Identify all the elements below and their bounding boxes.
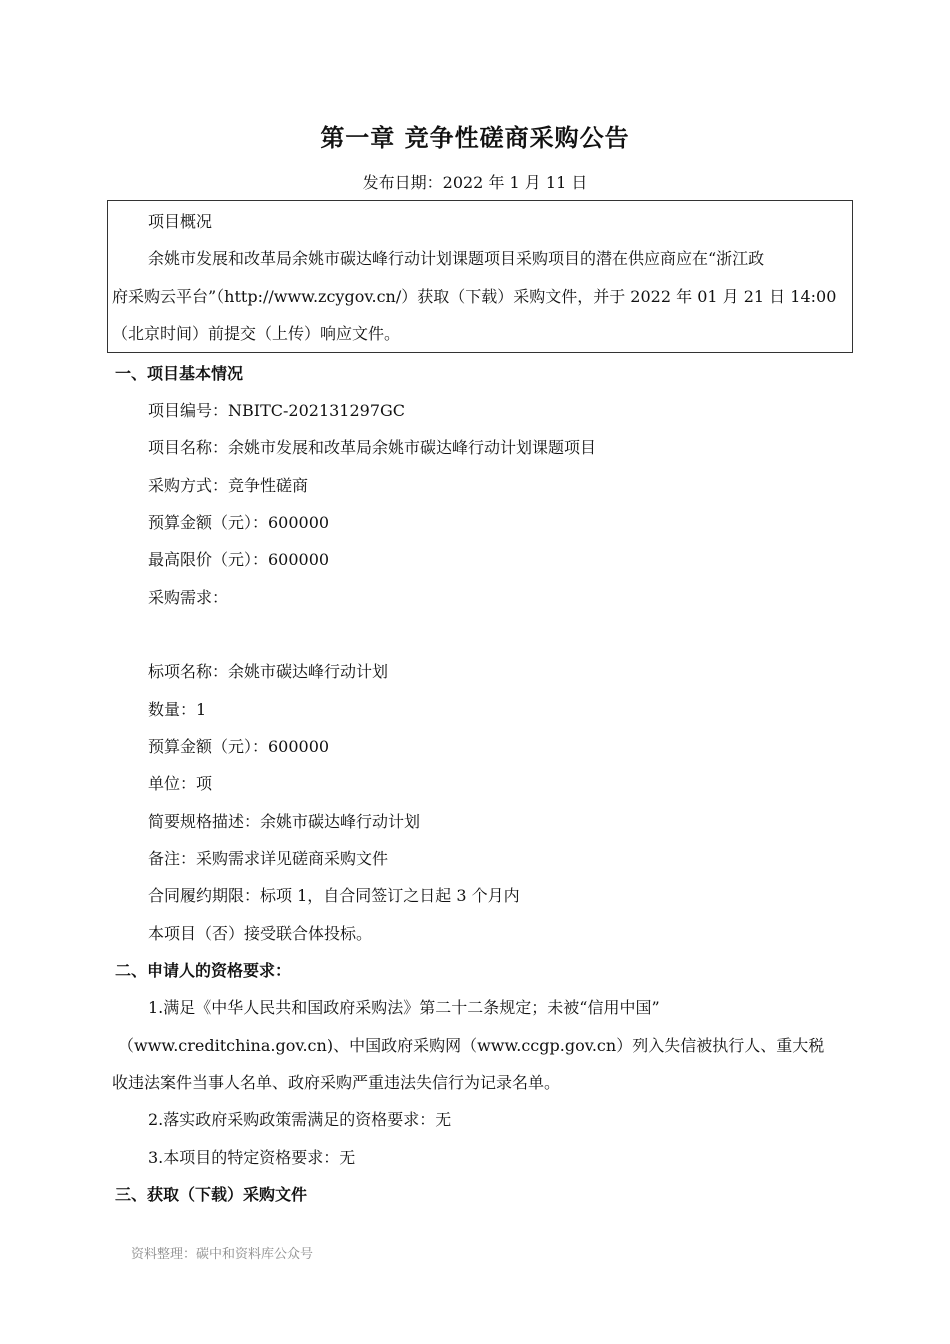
project-number: 项目编号：NBITC-202131297GC <box>148 401 406 420</box>
overview-line-2: 府采购云平台”（http://www.zcygov.cn/）获取（下载）采购文件，并于 2022 年 01 月 21 日 14:00 <box>112 287 837 306</box>
lot-spec: 简要规格描述：余姚市碳达峰行动计划 <box>148 812 421 831</box>
qualification-1-line-2: （www.creditchina.gov.cn)、中国政府采购网（www.ccgp.gov.cn）列入失信被执行人、重大税 <box>118 1036 825 1055</box>
max-price: 最高限价（元）：600000 <box>148 550 330 569</box>
project-name: 项目名称：余姚市发展和改革局余姚市碳达峰行动计划课题项目 <box>148 438 597 457</box>
lot-quantity: 数量：1 <box>148 700 207 719</box>
lot-name: 标项名称：余姚市碳达峰行动计划 <box>148 662 389 681</box>
consortium-note: 本项目（否）接受联合体投标。 <box>148 924 373 943</box>
section-2-heading: 二、申请人的资格要求： <box>115 961 292 980</box>
qualification-3: 3.本项目的特定资格要求：无 <box>148 1148 356 1167</box>
qualification-2: 2.落实政府采购政策需满足的资格要求：无 <box>148 1110 452 1129</box>
lot-budget: 预算金额（元）：600000 <box>148 737 330 756</box>
qualification-1-line-3: 收违法案件当事人名单、政府采购严重违法失信行为记录名单。 <box>112 1073 561 1092</box>
budget-amount: 预算金额（元）：600000 <box>148 513 330 532</box>
footer-note: 资料整理：碳中和资料库公众号 <box>131 1247 314 1262</box>
section-1-heading: 一、项目基本情况 <box>115 364 244 383</box>
qualification-1-line-1: 1.满足《中华人民共和国政府采购法》第二十二条规定；未被“信用中国” <box>148 998 660 1017</box>
lot-unit: 单位：项 <box>148 774 213 793</box>
procurement-requirements-label: 采购需求： <box>148 588 229 607</box>
publish-date: 发布日期：2022 年 1 月 11 日 <box>362 173 588 192</box>
overview-line-1: 余姚市发展和改革局余姚市碳达峰行动计划课题项目采购项目的潜在供应商应在“浙江政 <box>148 249 765 268</box>
overview-line-3: （北京时间）前提交（上传）响应文件。 <box>112 324 401 343</box>
page-title: 第一章 竞争性磋商采购公告 <box>320 124 630 152</box>
lot-remark: 备注：采购需求详见磋商采购文件 <box>148 849 389 868</box>
section-3-heading: 三、获取（下载）采购文件 <box>115 1185 308 1204</box>
contract-period: 合同履约期限：标项 1，自合同签订之日起 3 个月内 <box>148 886 520 905</box>
procurement-method: 采购方式：竞争性磋商 <box>148 476 309 495</box>
overview-heading: 项目概况 <box>148 212 213 231</box>
